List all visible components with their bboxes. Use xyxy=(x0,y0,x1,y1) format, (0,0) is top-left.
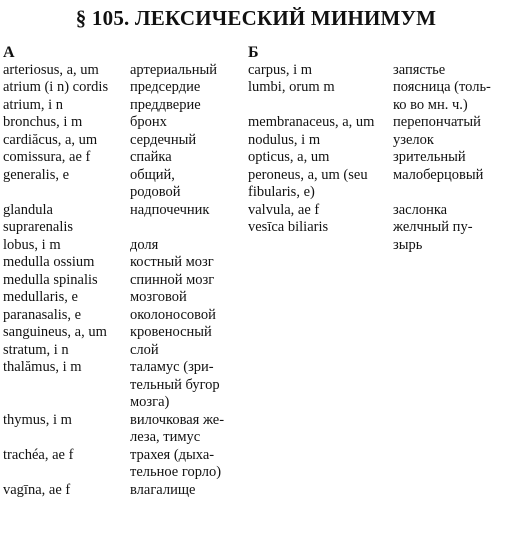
dictionary-entry xyxy=(248,132,510,150)
latin-term: paranasalis, e xyxy=(3,306,82,323)
latin-term: thalămus, i m xyxy=(3,359,82,375)
column-b-entries xyxy=(248,62,510,255)
column-b xyxy=(248,44,510,254)
dictionary-entry xyxy=(3,114,253,132)
dictionary-entry xyxy=(248,219,510,254)
latin-term: arteriosus, a, um xyxy=(3,61,99,78)
russian-translation: желчный пу- зырь xyxy=(393,219,473,253)
latin-term: stratum, i n xyxy=(3,341,69,358)
russian-translation: спайка xyxy=(130,149,172,165)
russian-translation: надпочечник xyxy=(130,201,210,218)
latin-term: peroneus, a, um (seu fibularis, e) xyxy=(248,166,368,200)
russian-translation: костный мозг xyxy=(130,254,214,270)
dictionary-entry xyxy=(3,202,253,237)
latin-term: lumbi, orum m xyxy=(248,79,335,95)
russian-translation: общий, родовой xyxy=(130,166,181,200)
dictionary-entry xyxy=(3,254,253,272)
dictionary-entry xyxy=(3,412,253,447)
latin-term: vesīca biliaris xyxy=(248,219,329,235)
dictionary-entry xyxy=(248,79,510,114)
column-a-heading: А xyxy=(3,44,15,61)
latin-term: medulla ossium xyxy=(3,254,95,270)
dictionary-entry xyxy=(3,167,253,202)
russian-translation: артериальный xyxy=(130,61,217,78)
dictionary-entry xyxy=(248,167,510,202)
dictionary-entry xyxy=(3,324,253,342)
latin-term: lobus, i m xyxy=(3,236,61,253)
dictionary-entry xyxy=(3,79,253,97)
russian-translation: заслонка xyxy=(393,201,448,218)
latin-term: medulla spinalis xyxy=(3,271,98,288)
latin-term: generalis, e xyxy=(3,166,70,183)
latin-term: vagīna, ae f xyxy=(3,481,71,498)
column-a xyxy=(3,44,253,499)
dictionary-entry xyxy=(3,342,253,360)
latin-term: atrium, i n xyxy=(3,96,64,113)
dictionary-entry xyxy=(248,149,510,167)
latin-term: medullaris, e xyxy=(3,289,78,305)
dictionary-entry xyxy=(3,237,253,255)
russian-translation: преддверие xyxy=(130,96,201,113)
russian-translation: запястье xyxy=(393,61,446,78)
russian-translation: бронх xyxy=(130,114,167,130)
latin-term: glandula suprarenalis xyxy=(3,201,74,235)
russian-translation: малоберцовый xyxy=(393,166,484,183)
latin-term: nodulus, i m xyxy=(248,131,321,148)
russian-translation: спинной мозг xyxy=(130,271,215,288)
russian-translation: доля xyxy=(130,236,159,253)
dictionary-entry xyxy=(3,307,253,325)
latin-term: sanguineus, a, um xyxy=(3,324,107,340)
russian-translation: кровеносный xyxy=(130,324,212,340)
russian-translation: вилочковая же- леза, тимус xyxy=(130,411,225,445)
russian-translation: зрительный xyxy=(393,149,466,165)
dictionary-entry xyxy=(3,62,253,80)
russian-translation: узелок xyxy=(393,131,434,148)
russian-translation: слой xyxy=(130,341,159,358)
dictionary-entry xyxy=(3,97,253,115)
russian-translation: околоносовой xyxy=(130,306,216,323)
russian-translation: трахея (дыха- тельное горло) xyxy=(130,446,222,480)
latin-term: atrium (i n) cordis xyxy=(3,79,109,95)
dictionary-entry xyxy=(3,359,253,412)
russian-translation: мозговой xyxy=(130,289,187,305)
page-title: § 105. ЛЕКСИЧЕСКИЙ МИНИМУМ xyxy=(75,6,437,30)
latin-term: valvula, ae f xyxy=(248,201,320,218)
dictionary-entry xyxy=(3,447,253,482)
latin-term: membranaceus, a, um xyxy=(248,114,375,130)
latin-term: trachéa, ae f xyxy=(3,446,74,463)
dictionary-entry xyxy=(248,114,510,132)
russian-translation: влагалище xyxy=(130,481,196,498)
russian-translation: поясница (толь- ко во мн. ч.) xyxy=(393,79,491,113)
latin-term: bronchus, i m xyxy=(3,114,83,130)
dictionary-entry xyxy=(3,482,253,500)
dictionary-entry xyxy=(3,132,253,150)
column-a-entries xyxy=(3,62,253,500)
russian-translation: таламус (зри- тельный бугор мозга) xyxy=(130,359,220,410)
latin-term: comissura, ae f xyxy=(3,149,91,165)
russian-translation: перепончатый xyxy=(393,114,481,130)
dictionary-entry xyxy=(3,272,253,290)
russian-translation: предсердие xyxy=(130,79,201,95)
latin-term: cardiăcus, a, um xyxy=(3,131,98,148)
latin-term: thymus, i m xyxy=(3,411,72,428)
dictionary-entry xyxy=(248,62,510,80)
column-b-heading: Б xyxy=(248,44,259,61)
latin-term: opticus, a, um xyxy=(248,149,330,165)
dictionary-entry xyxy=(3,149,253,167)
dictionary-entry xyxy=(248,202,510,220)
dictionary-entry xyxy=(3,289,253,307)
latin-term: carpus, i m xyxy=(248,61,313,78)
russian-translation: сердечный xyxy=(130,131,197,148)
